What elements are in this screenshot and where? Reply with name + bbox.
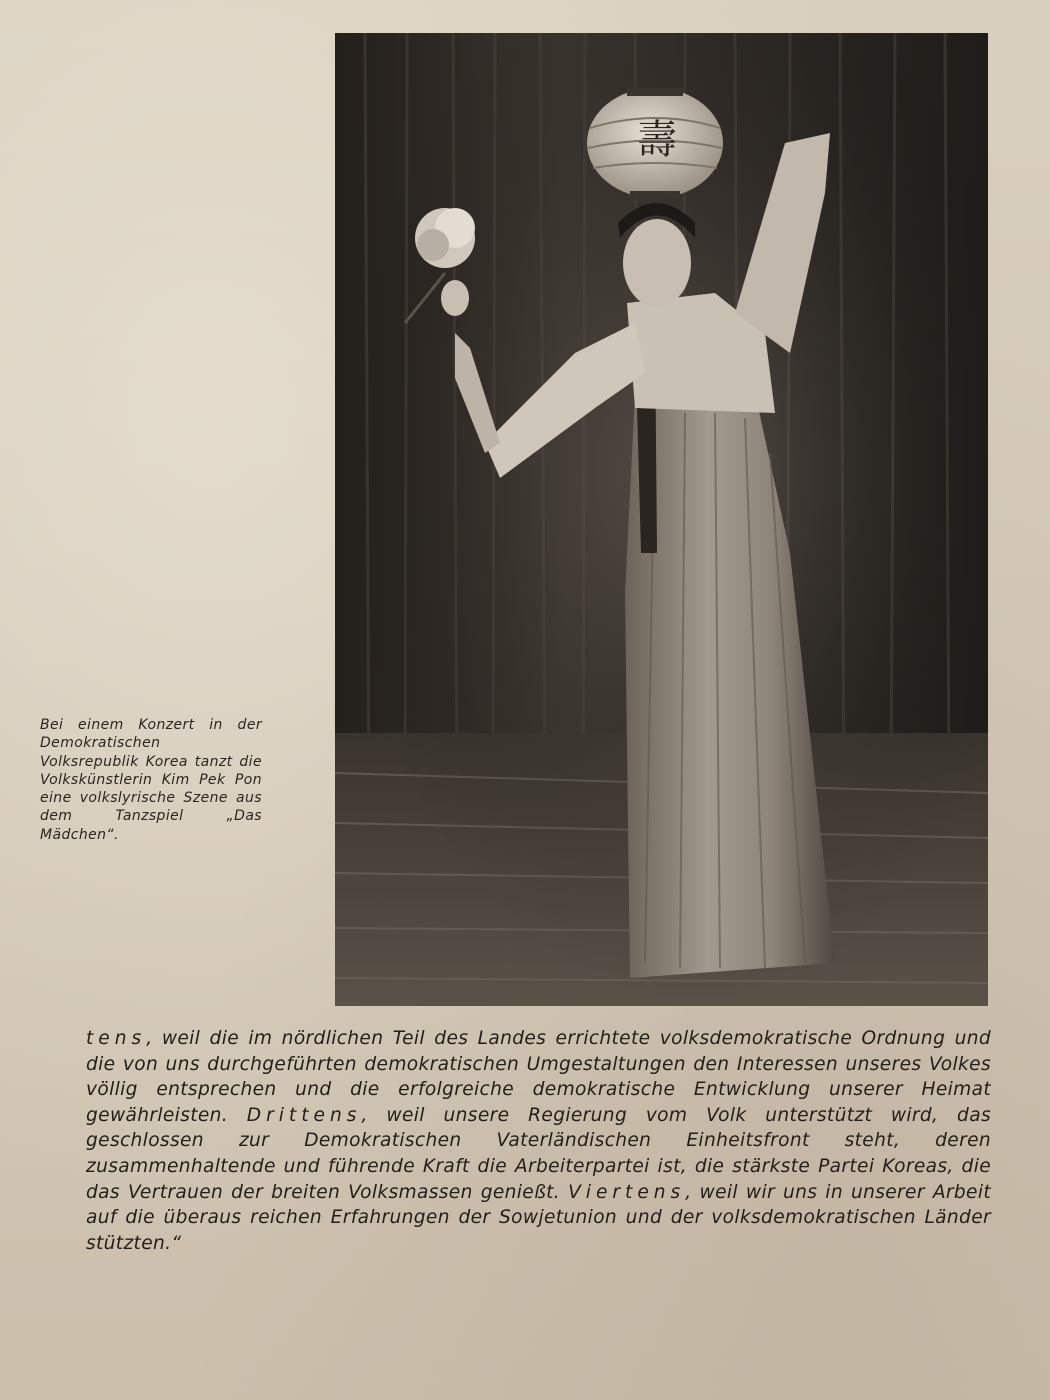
photo-caption: Bei einem Konzert in der Demokratischen Volksrepublik Korea tanzt die Volkskünstlerin Kim Pek Pon eine volkslyrische Szene aus dem Tanzspiel „Das Mädchen“. <box>40 717 262 843</box>
body-segment-2: , weil unsere Regierung vom Volk unterstützt wird, das geschlossen zur Demokratischen Vaterländischen Einheitsfront steht, deren zusammenhaltende und führende Kraft die Arbeiterpartei ist, die stärkste Partei Koreas, die das Vertrauen der breiten Volksmassen genießt. <box>86 1104 991 1203</box>
emphasis-viertens: Viertens <box>568 1181 686 1203</box>
dancer-photo <box>335 33 988 1006</box>
emphasis-tens: tens <box>86 1028 147 1049</box>
body-segment-3: , weil wir uns in unserer Arbeit auf die überaus reichen Erfahrungen der Sowjetunion und der volksdemokratischen Länder stützten.“ <box>86 1181 992 1254</box>
lantern-glyph: 壽 <box>637 117 677 163</box>
body-segment-1: , weil die im nördlichen Teil des Landes errichtete volksdemokratische Ordnung und die von uns durchgeführten demokratischen Umgestaltungen den Interessen unseres Volkes völlig entsprechen und die erfolgreiche demokratische Entwicklung unserer Heimat gewährleisten. <box>86 1028 991 1126</box>
article-body-paragraph <box>86 1026 991 1256</box>
dancer-photo-icon <box>335 33 988 1006</box>
emphasis-drittens: Drittens <box>246 1104 362 1126</box>
